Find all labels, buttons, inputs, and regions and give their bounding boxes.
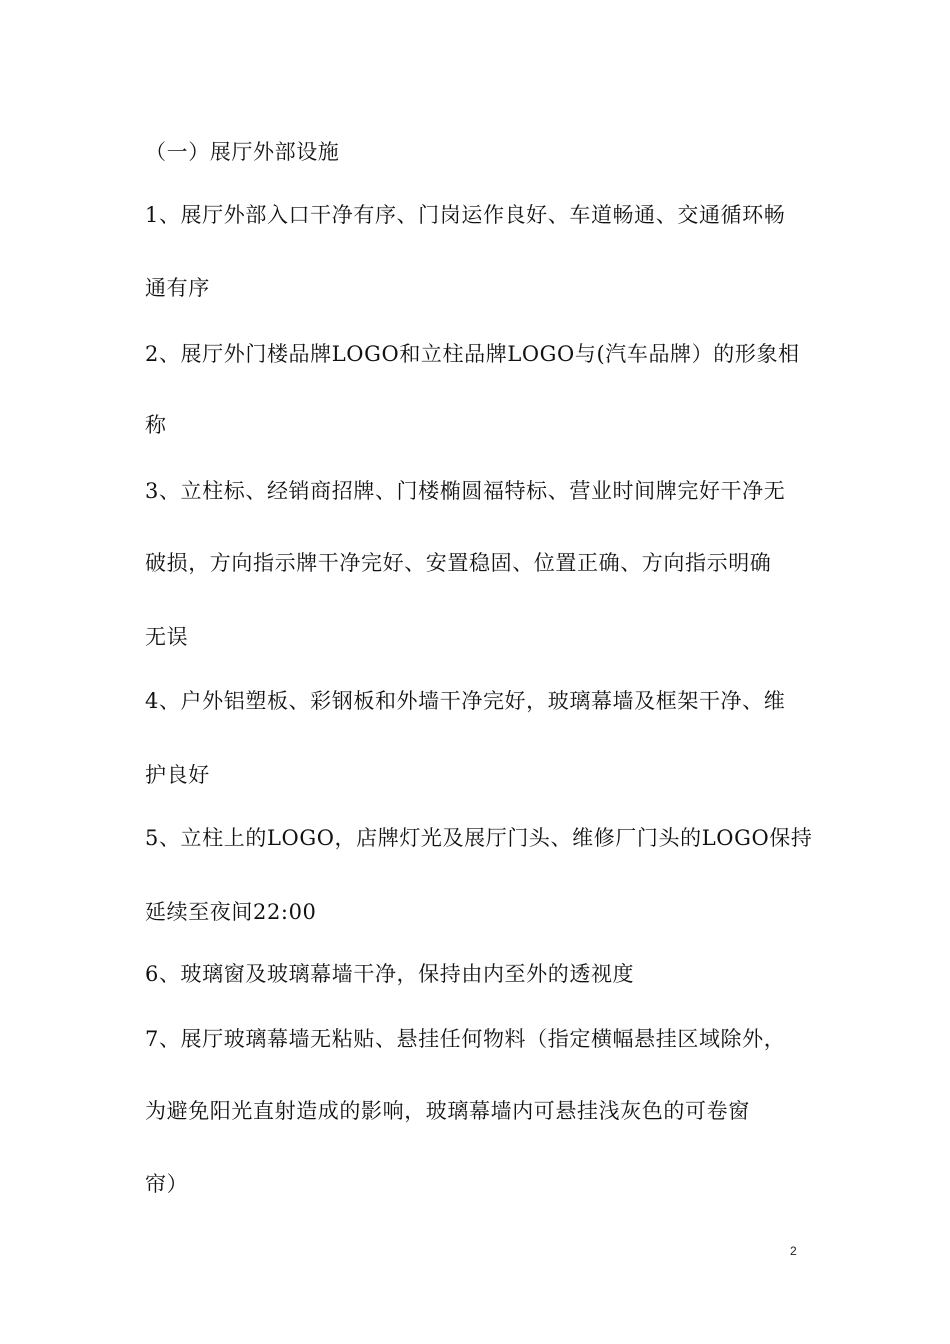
section-title: （一）展厅外部设施 [145,140,340,164]
text-line: 7、展厅玻璃幕墙无粘贴、悬挂任何物料（指定横幅悬挂区域除外， [145,1027,786,1051]
text-line: 无误 [145,625,189,649]
text-line: 破损，方向指示牌干净完好、安置稳固、位置正确、方向指示明确 [145,551,772,575]
text-line: 3、立柱标、经销商招牌、门楼椭圆福特标、营业时间牌完好干净无 [145,479,786,503]
page-number: 2 [790,1244,797,1258]
text-line: 为避免阳光直射造成的影响，玻璃幕墙内可悬挂浅灰色的可卷窗 [145,1099,750,1123]
text-line: 称 [145,413,167,437]
text-line: 6、玻璃窗及玻璃幕墙干净，保持由内至外的透视度 [145,962,635,986]
text-line: 1、展厅外部入口干净有序、门岗运作良好、车道畅通、交通循环畅 [145,203,786,227]
text-line: 延续至夜间22:00 [145,900,317,924]
text-line: 5、立柱上的LOGO，店牌灯光及展厅门头、维修厂门头的LOGO保持 [145,826,813,850]
text-line: 帘） [145,1172,189,1196]
text-line: 4、户外铝塑板、彩钢板和外墙干净完好，玻璃幕墙及框架干净、维 [145,689,786,713]
text-line: 护良好 [145,763,210,787]
text-line: 2、展厅外门楼品牌LOGO和立柱品牌LOGO与(汽车品牌）的形象相 [145,342,800,366]
text-line: 通有序 [145,276,210,300]
